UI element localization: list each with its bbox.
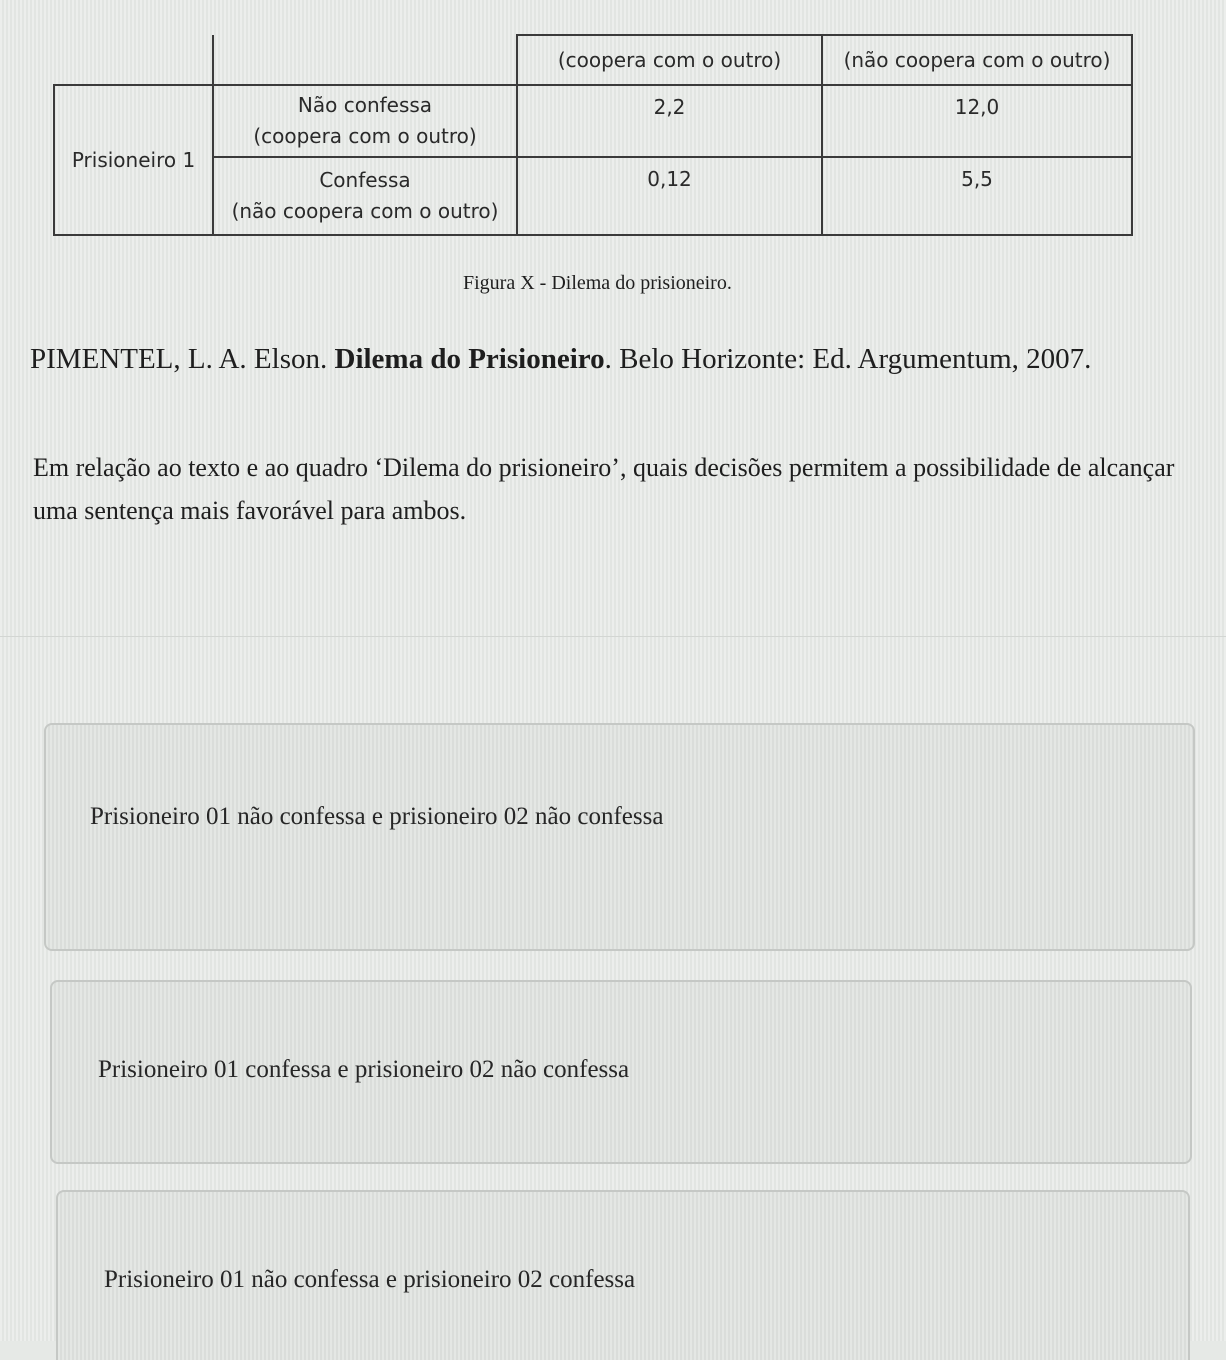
row-label-line2: (não coopera com o outro) (231, 199, 499, 223)
payoff-matrix (53, 34, 1133, 236)
citation-suffix: . Belo Horizonte: Ed. Argumentum, 2007. (604, 343, 1092, 375)
payoff-cell (517, 85, 822, 157)
payoff-cell (822, 157, 1132, 235)
citation (30, 343, 1091, 376)
figure-caption: Figura X - Dilema do prisioneiro. (463, 272, 732, 294)
payoff-value: 0,12 (647, 167, 692, 191)
payoff-value: 5,5 (961, 167, 993, 191)
citation-title: Dilema do Prisioneiro (334, 343, 605, 375)
row-group-label: Prisioneiro 1 (54, 85, 213, 235)
answer-option-2[interactable] (50, 980, 1192, 1164)
answer-option-label: Prisioneiro 01 confessa e prisioneiro 02 não confessa (98, 1056, 630, 1083)
col-header-coopera: (coopera com o outro) (517, 35, 822, 85)
row-label-line1: Confessa (319, 168, 411, 192)
matrix-corner (213, 35, 517, 85)
divider (0, 636, 1226, 637)
matrix-row (54, 157, 1132, 235)
payoff-value: 2,2 (653, 95, 686, 119)
citation-prefix: PIMENTEL, L. A. Elson. (30, 343, 335, 375)
matrix-corner (54, 35, 213, 85)
row-label-line1: Não confessa (297, 93, 433, 117)
answer-option-3[interactable] (56, 1190, 1190, 1360)
answer-option-label: Prisioneiro 01 não confessa e prisioneiro 02 não confessa (90, 803, 664, 830)
payoff-value: 12,0 (954, 95, 1000, 119)
row-label-nao-confessa (213, 85, 517, 157)
answer-option-label: Prisioneiro 01 não confessa e prisioneiro 02 confessa (104, 1266, 636, 1293)
answer-option-1[interactable] (44, 723, 1195, 951)
payoff-cell (822, 85, 1132, 157)
matrix-header-row (54, 35, 1132, 85)
payoff-cell (517, 157, 822, 235)
row-label-confessa (213, 157, 517, 235)
row-label-line2: (coopera com o outro) (253, 124, 477, 148)
col-header-nao-coopera: (não coopera com o outro) (822, 35, 1132, 85)
question-text: Em relação ao texto e ao quadro ‘Dilema do prisioneiro’, quais decisões permitem a possibilidade de alcançar uma sentença mais favorável para ambos. (33, 453, 1175, 525)
matrix-row (54, 85, 1132, 157)
